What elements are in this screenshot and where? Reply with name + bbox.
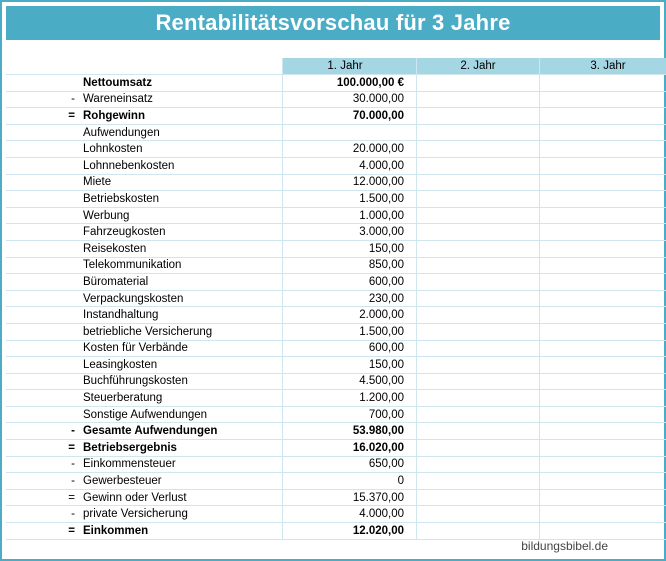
cell-year2-value[interactable]	[417, 157, 540, 174]
cell-year3-value[interactable]	[540, 174, 666, 191]
row-operator: -	[6, 423, 79, 440]
cell-year2-value[interactable]	[417, 390, 540, 407]
cell-year3-value[interactable]	[540, 357, 666, 374]
row-label: Reisekosten	[79, 240, 283, 257]
row-operator	[6, 274, 79, 291]
cell-year3-value[interactable]	[540, 108, 666, 125]
table-row	[6, 191, 666, 208]
table-row	[6, 274, 666, 291]
table-row	[6, 224, 666, 241]
column-header-year3[interactable]: 3. Jahr	[540, 58, 666, 75]
row-label: Einkommen	[79, 523, 283, 540]
cell-year1-value[interactable]: 230,00	[283, 290, 417, 307]
table-row	[6, 207, 666, 224]
cell-year1-value[interactable]: 1.500,00	[283, 191, 417, 208]
row-operator	[6, 357, 79, 374]
cell-year3-value[interactable]	[540, 91, 666, 108]
table-row	[6, 373, 666, 390]
table-row	[6, 506, 666, 523]
cell-year1-value[interactable]: 650,00	[283, 456, 417, 473]
header-op-cell	[6, 58, 79, 75]
cell-year2-value[interactable]	[417, 274, 540, 291]
cell-year3-value[interactable]	[540, 506, 666, 523]
cell-year1-value[interactable]: 53.980,00	[283, 423, 417, 440]
cell-year2-value[interactable]	[417, 423, 540, 440]
table-row	[6, 489, 666, 506]
row-operator	[6, 406, 79, 423]
cell-year3-value[interactable]	[540, 124, 666, 141]
row-operator: -	[6, 456, 79, 473]
row-label: Leasingkosten	[79, 357, 283, 374]
row-operator	[6, 191, 79, 208]
cell-year2-value[interactable]	[417, 124, 540, 141]
row-operator: =	[6, 440, 79, 457]
cell-year3-value[interactable]	[540, 340, 666, 357]
row-label: Steuerberatung	[79, 390, 283, 407]
row-label: Büromaterial	[79, 274, 283, 291]
cell-year2-value[interactable]	[417, 473, 540, 490]
row-label: Lohnkosten	[79, 141, 283, 158]
row-operator	[6, 141, 79, 158]
row-label: Gesamte Aufwendungen	[79, 423, 283, 440]
row-operator: =	[6, 523, 79, 540]
table-row	[6, 174, 666, 191]
column-header-year2[interactable]: 2. Jahr	[417, 58, 540, 75]
row-label: private Versicherung	[79, 506, 283, 523]
cell-year3-value[interactable]	[540, 191, 666, 208]
cell-year1-value[interactable]: 1.000,00	[283, 207, 417, 224]
cell-year2-value[interactable]	[417, 523, 540, 540]
row-label: betriebliche Versicherung	[79, 323, 283, 340]
cell-year1-value[interactable]: 700,00	[283, 406, 417, 423]
cell-year1-value[interactable]: 4.500,00	[283, 373, 417, 390]
cell-year1-value[interactable]: 2.000,00	[283, 307, 417, 324]
cell-year3-value[interactable]	[540, 406, 666, 423]
row-label: Werbung	[79, 207, 283, 224]
cell-year1-value[interactable]: 12.020,00	[283, 523, 417, 540]
cell-year3-value[interactable]	[540, 323, 666, 340]
page-title: Rentabilitätsvorschau für 3 Jahre	[6, 6, 660, 40]
row-label: Betriebskosten	[79, 191, 283, 208]
cell-year2-value[interactable]	[417, 224, 540, 241]
row-label: Miete	[79, 174, 283, 191]
row-operator	[6, 323, 79, 340]
cell-year2-value[interactable]	[417, 506, 540, 523]
row-operator	[6, 240, 79, 257]
cell-year2-value[interactable]	[417, 340, 540, 357]
cell-year3-value[interactable]	[540, 141, 666, 158]
row-operator	[6, 290, 79, 307]
cell-year3-value[interactable]	[540, 240, 666, 257]
cell-year3-value[interactable]	[540, 489, 666, 506]
row-operator	[6, 257, 79, 274]
table-row	[6, 323, 666, 340]
row-operator	[6, 157, 79, 174]
table-row	[6, 357, 666, 374]
row-operator	[6, 307, 79, 324]
table-row	[6, 124, 666, 141]
cell-year2-value[interactable]	[417, 141, 540, 158]
cell-year1-value[interactable]: 1.200,00	[283, 390, 417, 407]
header-label-cell	[79, 58, 283, 75]
row-label: Betriebsergebnis	[79, 440, 283, 457]
cell-year3-value[interactable]	[540, 75, 666, 92]
cell-year2-value[interactable]	[417, 307, 540, 324]
row-operator: -	[6, 91, 79, 108]
cell-year2-value[interactable]	[417, 290, 540, 307]
cell-year2-value[interactable]	[417, 323, 540, 340]
profitability-table	[6, 58, 666, 540]
row-operator: =	[6, 108, 79, 125]
row-label: Instandhaltung	[79, 307, 283, 324]
row-label: Buchführungskosten	[79, 373, 283, 390]
row-label: Fahrzeugkosten	[79, 224, 283, 241]
cell-year2-value[interactable]	[417, 207, 540, 224]
table-row	[6, 75, 666, 92]
cell-year2-value[interactable]	[417, 75, 540, 92]
cell-year3-value[interactable]	[540, 307, 666, 324]
row-operator: =	[6, 489, 79, 506]
row-label: Kosten für Verbände	[79, 340, 283, 357]
cell-year1-value[interactable]: 30.000,00	[283, 91, 417, 108]
cell-year1-value[interactable]: 100.000,00 €	[283, 75, 417, 92]
cell-year3-value[interactable]	[540, 207, 666, 224]
table-row	[6, 406, 666, 423]
cell-year3-value[interactable]	[540, 157, 666, 174]
cell-year1-value[interactable]: 150,00	[283, 240, 417, 257]
cell-year3-value[interactable]	[540, 274, 666, 291]
cell-year1-value[interactable]: 4.000,00	[283, 506, 417, 523]
row-operator: -	[6, 506, 79, 523]
column-header-year1[interactable]: 1. Jahr	[283, 58, 417, 75]
source-credit: bildungsbibel.de	[521, 539, 608, 553]
cell-year3-value[interactable]	[540, 423, 666, 440]
table-row	[6, 257, 666, 274]
row-label: Gewinn oder Verlust	[79, 489, 283, 506]
cell-year2-value[interactable]	[417, 108, 540, 125]
table-row	[6, 340, 666, 357]
cell-year2-value[interactable]	[417, 240, 540, 257]
cell-year3-value[interactable]	[540, 456, 666, 473]
cell-year1-value[interactable]: 16.020,00	[283, 440, 417, 457]
table-row	[6, 523, 666, 540]
cell-year2-value[interactable]	[417, 174, 540, 191]
cell-year1-value[interactable]: 20.000,00	[283, 141, 417, 158]
row-label: Lohnnebenkosten	[79, 157, 283, 174]
row-operator	[6, 124, 79, 141]
table-row	[6, 440, 666, 457]
cell-year1-value[interactable]: 850,00	[283, 257, 417, 274]
cell-year3-value[interactable]	[540, 523, 666, 540]
row-operator	[6, 75, 79, 92]
row-operator	[6, 373, 79, 390]
cell-year3-value[interactable]	[540, 440, 666, 457]
table-row	[6, 307, 666, 324]
table-row	[6, 240, 666, 257]
table-row	[6, 141, 666, 158]
row-label: Nettoumsatz	[79, 75, 283, 92]
cell-year3-value[interactable]	[540, 373, 666, 390]
cell-year2-value[interactable]	[417, 357, 540, 374]
row-label: Rohgewinn	[79, 108, 283, 125]
cell-year2-value[interactable]	[417, 489, 540, 506]
header-row	[6, 58, 666, 75]
cell-year3-value[interactable]	[540, 473, 666, 490]
cell-year2-value[interactable]	[417, 406, 540, 423]
cell-year2-value[interactable]	[417, 191, 540, 208]
cell-year2-value[interactable]	[417, 373, 540, 390]
cell-year2-value[interactable]	[417, 91, 540, 108]
cell-year1-value[interactable]: 1.500,00	[283, 323, 417, 340]
cell-year3-value[interactable]	[540, 290, 666, 307]
cell-year1-value[interactable]: 15.370,00	[283, 489, 417, 506]
row-operator	[6, 207, 79, 224]
table-row	[6, 290, 666, 307]
cell-year1-value[interactable]: 150,00	[283, 357, 417, 374]
row-operator	[6, 390, 79, 407]
row-operator	[6, 340, 79, 357]
cell-year1-value[interactable]	[283, 124, 417, 141]
cell-year1-value[interactable]: 0	[283, 473, 417, 490]
row-operator	[6, 174, 79, 191]
table-row	[6, 456, 666, 473]
cell-year2-value[interactable]	[417, 456, 540, 473]
cell-year1-value[interactable]: 600,00	[283, 274, 417, 291]
row-label: Telekommunikation	[79, 257, 283, 274]
table-row	[6, 423, 666, 440]
row-label: Wareneinsatz	[79, 91, 283, 108]
cell-year1-value[interactable]: 3.000,00	[283, 224, 417, 241]
row-label: Gewerbesteuer	[79, 473, 283, 490]
table-row	[6, 390, 666, 407]
cell-year1-value[interactable]: 600,00	[283, 340, 417, 357]
table-row	[6, 473, 666, 490]
table-row	[6, 108, 666, 125]
row-operator: -	[6, 473, 79, 490]
cell-year2-value[interactable]	[417, 440, 540, 457]
cell-year1-value[interactable]: 70.000,00	[283, 108, 417, 125]
table-row	[6, 157, 666, 174]
cell-year3-value[interactable]	[540, 390, 666, 407]
cell-year1-value[interactable]: 4.000,00	[283, 157, 417, 174]
row-label: Aufwendungen	[79, 124, 283, 141]
cell-year1-value[interactable]: 12.000,00	[283, 174, 417, 191]
table-row	[6, 91, 666, 108]
row-label: Verpackungskosten	[79, 290, 283, 307]
cell-year3-value[interactable]	[540, 257, 666, 274]
cell-year2-value[interactable]	[417, 257, 540, 274]
cell-year3-value[interactable]	[540, 224, 666, 241]
row-operator	[6, 224, 79, 241]
row-label: Sonstige Aufwendungen	[79, 406, 283, 423]
row-label: Einkommensteuer	[79, 456, 283, 473]
